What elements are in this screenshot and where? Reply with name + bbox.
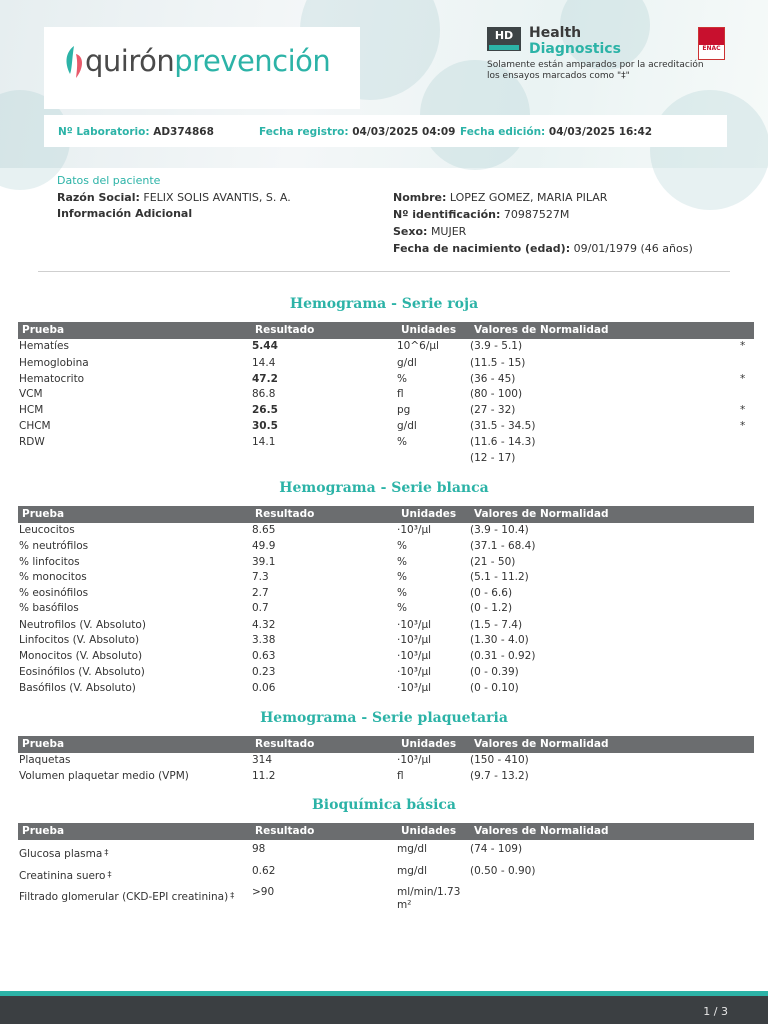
- section-title: Bioquímica básica: [311, 797, 457, 813]
- test-unit: ·10³/µl: [397, 650, 432, 662]
- logo-suffix: prevención: [174, 44, 331, 78]
- column-header-prueba: Prueba: [22, 825, 65, 837]
- reference-range: (3.9 - 10.4): [470, 524, 529, 536]
- accreditation-mark: ‡: [230, 891, 235, 900]
- column-header-prueba: Prueba: [22, 738, 65, 750]
- column-header-resultado: Resultado: [255, 508, 315, 520]
- test-name: % basófilos: [19, 602, 79, 614]
- table-row: [18, 540, 754, 556]
- reference-range: (11.5 - 15): [470, 357, 526, 369]
- table-row: [18, 587, 754, 603]
- lab-number: Nº Laboratorio: AD374868: [58, 126, 214, 138]
- test-name: Hematíes: [19, 340, 69, 352]
- reference-range: (0 - 0.39): [470, 666, 519, 678]
- registration-date: Fecha registro: 04/03/2025 04:09: [259, 126, 456, 138]
- test-unit: ·10³/µl: [397, 524, 432, 536]
- reference-range: (80 - 100): [470, 388, 523, 400]
- test-name: Monocitos (V. Absoluto): [19, 650, 143, 662]
- test-unit: g/dl: [397, 357, 417, 369]
- reference-range: (11.6 - 14.3): [470, 436, 536, 448]
- reference-range: (74 - 109): [470, 843, 523, 855]
- test-unit: mg/dl: [397, 843, 428, 855]
- test-unit: g/dl: [397, 420, 417, 432]
- test-name: RDW: [19, 436, 45, 448]
- reference-range: (5.1 - 11.2): [470, 571, 529, 583]
- test-result: 0.63: [252, 650, 276, 662]
- test-result: 5.44: [252, 340, 278, 352]
- column-header-prueba: Prueba: [22, 324, 65, 336]
- table-row: [18, 524, 754, 540]
- table-row: [18, 843, 754, 859]
- table-row: [18, 388, 754, 404]
- table-row: [18, 420, 754, 436]
- test-name: Filtrado glomerular (CKD-EPI creatinina) ‡: [19, 891, 235, 903]
- test-result: 49.9: [252, 540, 276, 552]
- patient-nacimiento: Fecha de nacimiento (edad): 09/01/1979 (46 años): [393, 242, 693, 255]
- reference-range: (36 - 45): [470, 373, 516, 385]
- out-of-range-flag: *: [740, 373, 746, 385]
- test-unit-continued: m²: [397, 899, 412, 911]
- column-header-unidades: Unidades: [401, 738, 457, 750]
- test-unit: ·10³/µl: [397, 619, 432, 631]
- reference-range: (9.7 - 13.2): [470, 770, 529, 782]
- test-result: 98: [252, 843, 266, 855]
- accreditation-mark: ‡: [104, 848, 109, 857]
- test-result: 30.5: [252, 420, 278, 432]
- reference-range: (3.9 - 5.1): [470, 340, 523, 352]
- edit-date: Fecha edición: 04/03/2025 16:42: [460, 126, 653, 138]
- test-name: Hematocrito: [19, 373, 85, 385]
- test-result: 26.5: [252, 404, 278, 416]
- reference-range: (21 - 50): [470, 556, 516, 568]
- test-name: % monocitos: [19, 571, 87, 583]
- test-result: 14.4: [252, 357, 276, 369]
- out-of-range-flag: *: [740, 404, 746, 416]
- reference-range: (0.50 - 0.90): [470, 865, 536, 877]
- test-result: 11.2: [252, 770, 276, 782]
- test-result: 0.7: [252, 602, 269, 614]
- test-result: 0.62: [252, 865, 276, 877]
- table-row: [18, 682, 754, 698]
- column-header-valores: Valores de Normalidad: [474, 508, 609, 520]
- test-name: Plaquetas: [19, 754, 71, 766]
- table-row: [18, 404, 754, 420]
- test-result: 86.8: [252, 388, 276, 400]
- patient-razon-social: Razón Social: FELIX SOLIS AVANTIS, S. A.: [57, 191, 291, 204]
- section-title: Hemograma - Serie blanca: [279, 480, 489, 496]
- column-header-prueba: Prueba: [22, 508, 65, 520]
- reference-range: (0 - 1.2): [470, 602, 513, 614]
- table-row: [18, 556, 754, 572]
- patient-section-title: Datos del paciente: [57, 174, 161, 187]
- section-title: Hemograma - Serie roja: [289, 296, 479, 312]
- test-result: 0.23: [252, 666, 276, 678]
- table-row: [18, 865, 754, 881]
- table-row: [18, 650, 754, 666]
- column-header-resultado: Resultado: [255, 738, 315, 750]
- table-row: [18, 770, 754, 786]
- section-title: Hemograma - Serie plaquetaria: [260, 710, 508, 726]
- reference-range: (0 - 0.10): [470, 682, 519, 694]
- test-name: % linfocitos: [19, 556, 80, 568]
- test-unit: 10^6/µl: [397, 340, 439, 352]
- test-unit: ·10³/µl: [397, 682, 432, 694]
- reference-range: (12 - 17): [470, 452, 516, 464]
- accreditation-note: Solamente están amparados por la acreditación los ensayos marcados como "‡": [487, 60, 704, 81]
- test-name: Basófilos (V. Absoluto): [19, 682, 136, 694]
- test-result: 0.06: [252, 682, 276, 694]
- test-unit: %: [397, 571, 407, 583]
- table-row: [18, 754, 754, 770]
- table-header: [18, 736, 754, 753]
- test-result: 3.38: [252, 634, 276, 646]
- test-name: Hemoglobina: [19, 357, 89, 369]
- column-header-resultado: Resultado: [255, 324, 315, 336]
- test-name: Leucocitos: [19, 524, 75, 536]
- patient-nombre: Nombre: LOPEZ GOMEZ, MARIA PILAR: [393, 191, 608, 204]
- out-of-range-flag: *: [740, 420, 746, 432]
- test-unit: %: [397, 602, 407, 614]
- test-name: Eosinófilos (V. Absoluto): [19, 666, 145, 678]
- test-result: 7.3: [252, 571, 269, 583]
- table-row: [18, 340, 754, 356]
- table-row: [18, 602, 754, 618]
- test-result: 39.1: [252, 556, 276, 568]
- test-name: HCM: [19, 404, 44, 416]
- test-name: Linfocitos (V. Absoluto): [19, 634, 140, 646]
- test-result: >90: [252, 886, 275, 898]
- test-result: 8.65: [252, 524, 276, 536]
- reference-range: (0.31 - 0.92): [470, 650, 536, 662]
- test-unit: pg: [397, 404, 411, 416]
- test-unit: %: [397, 373, 407, 385]
- enac-seal-icon: ENAC: [698, 27, 725, 60]
- test-unit: ·10³/µl: [397, 666, 432, 678]
- logo-wordmark: [85, 44, 330, 78]
- out-of-range-flag: *: [740, 340, 746, 352]
- test-unit: ·10³/µl: [397, 634, 432, 646]
- patient-sexo: Sexo: MUJER: [393, 225, 467, 238]
- page-number: 1 / 3: [703, 1005, 728, 1018]
- test-unit: %: [397, 540, 407, 552]
- test-unit: %: [397, 587, 407, 599]
- table-row: [18, 571, 754, 587]
- reference-range: (37.1 - 68.4): [470, 540, 536, 552]
- column-header-valores: Valores de Normalidad: [474, 825, 609, 837]
- table-row: [18, 634, 754, 650]
- table-row: [18, 357, 754, 373]
- column-header-valores: Valores de Normalidad: [474, 324, 609, 336]
- test-unit: fl: [397, 388, 404, 400]
- test-name: % neutrófilos: [19, 540, 89, 552]
- test-name: VCM: [19, 388, 43, 400]
- table-header: [18, 322, 754, 339]
- test-result: 314: [252, 754, 273, 766]
- hd-title-health: Health: [529, 25, 582, 41]
- logo-icon: [62, 44, 86, 80]
- hd-badge: HD: [487, 27, 521, 51]
- table-row: [18, 452, 754, 468]
- test-result: 47.2: [252, 373, 278, 385]
- test-unit: fl: [397, 770, 404, 782]
- logo-prefix: quirón: [85, 44, 175, 78]
- table-row: [18, 619, 754, 635]
- column-header-valores: Valores de Normalidad: [474, 738, 609, 750]
- lab-info-bar: [44, 115, 727, 147]
- table-row: [18, 666, 754, 682]
- test-name: Neutrofilos (V. Absoluto): [19, 619, 146, 631]
- reference-range: (31.5 - 34.5): [470, 420, 536, 432]
- hd-title-diagnostics: Diagnostics: [529, 41, 621, 57]
- column-header-unidades: Unidades: [401, 324, 457, 336]
- reference-range: (27 - 32): [470, 404, 516, 416]
- divider: [38, 271, 730, 272]
- test-unit: %: [397, 436, 407, 448]
- test-unit: mg/dl: [397, 865, 428, 877]
- table-row: [18, 886, 754, 911]
- test-unit: ·10³/µl: [397, 754, 432, 766]
- reference-range: (1.5 - 7.4): [470, 619, 523, 631]
- test-result: 2.7: [252, 587, 269, 599]
- table-header: [18, 823, 754, 840]
- accreditation-mark: ‡: [107, 870, 112, 879]
- test-result: 4.32: [252, 619, 276, 631]
- test-name: Volumen plaquetar medio (VPM): [19, 770, 189, 782]
- test-result: 14.1: [252, 436, 276, 448]
- reference-range: (1.30 - 4.0): [470, 634, 529, 646]
- patient-info-adicional: Información Adicional: [57, 207, 193, 220]
- column-header-resultado: Resultado: [255, 825, 315, 837]
- table-row: [18, 436, 754, 452]
- footer-bar: [0, 996, 768, 1024]
- test-name: % eosinófilos: [19, 587, 89, 599]
- reference-range: (150 - 410): [470, 754, 529, 766]
- test-unit: %: [397, 556, 407, 568]
- test-name: CHCM: [19, 420, 51, 432]
- patient-identificacion: Nº identificación: 70987527M: [393, 208, 570, 221]
- reference-range: (0 - 6.6): [470, 587, 513, 599]
- column-header-unidades: Unidades: [401, 825, 457, 837]
- table-row: [18, 373, 754, 389]
- test-name: Glucosa plasma ‡: [19, 848, 109, 860]
- column-header-unidades: Unidades: [401, 508, 457, 520]
- test-unit: ml/min/1.73: [397, 886, 461, 898]
- table-header: [18, 506, 754, 523]
- test-name: Creatinina suero ‡: [19, 870, 112, 882]
